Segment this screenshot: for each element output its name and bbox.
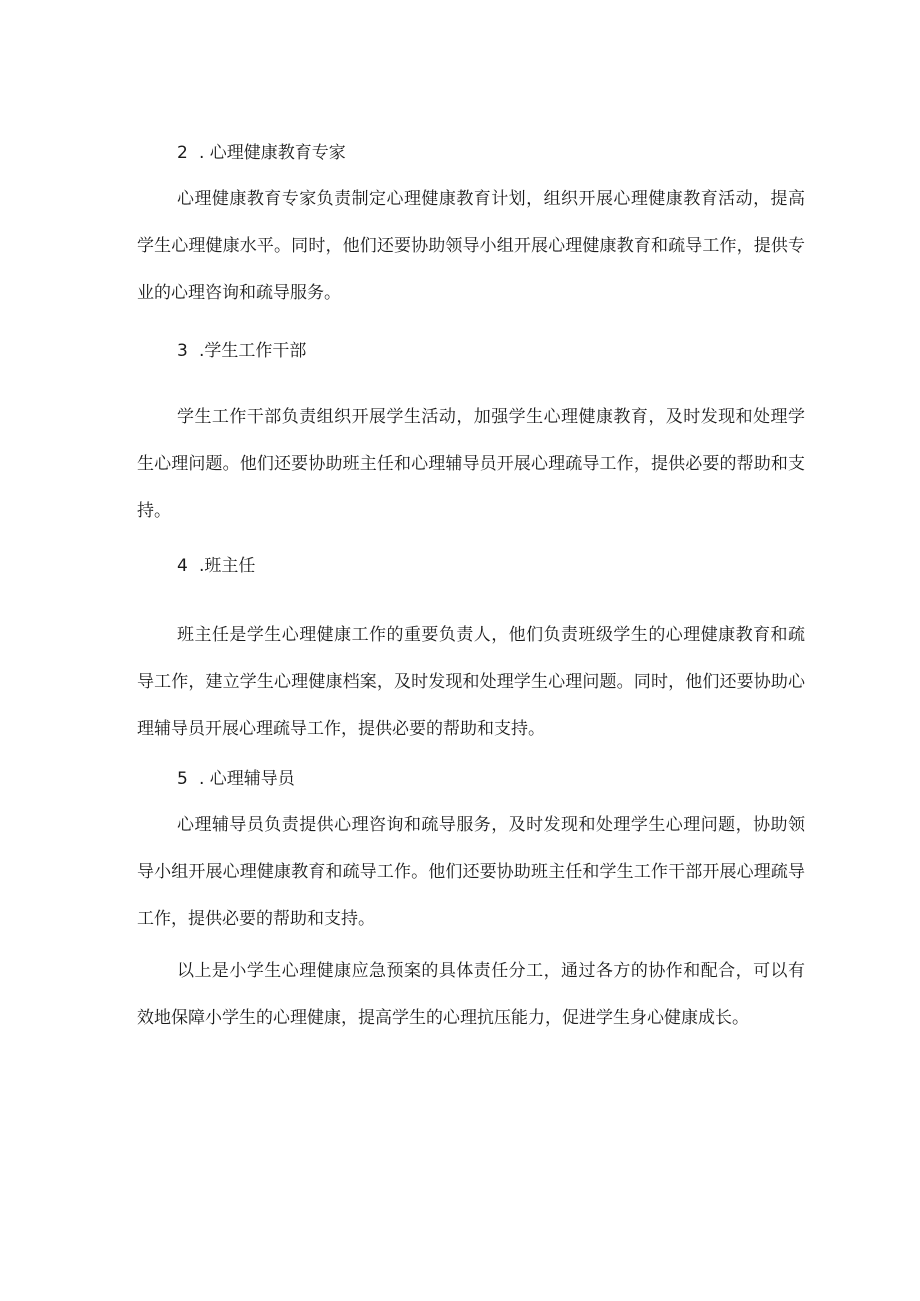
section-number: 2 [177, 143, 188, 163]
section-2-paragraph: 心理健康教育专家负责制定心理健康教育计划，组织开展心理健康教育活动，提高学生心理健康水平。同时，他们还要协助领导小组开展心理健康教育和疏导工作，提供专业的心理咨询和疏导服务。 [137, 189, 805, 303]
section-3-paragraph: 学生工作干部负责组织开展学生活动，加强学生心理健康教育，及时发现和处理学生心理问题。他们还要协助班主任和心理辅导员开展心理疏导工作，提供必要的帮助和支持。 [137, 407, 805, 521]
section-title: . 心理辅导员 [199, 769, 295, 789]
section-2-heading [177, 143, 346, 163]
section-number: 4 [177, 556, 188, 576]
section-3-heading [177, 341, 306, 361]
section-title: . 心理健康教育专家 [199, 143, 346, 163]
section-number: 5 [177, 769, 188, 789]
section-number: 3 [177, 341, 188, 361]
section-4-heading [177, 556, 255, 576]
section-5-paragraph: 心理辅导员负责提供心理咨询和疏导服务，及时发现和处理学生心理问题，协助领导小组开展心理健康教育和疏导工作。他们还要协助班主任和学生工作干部开展心理疏导工作，提供必要的帮助和支持。 [137, 815, 805, 929]
section-4-paragraph: 班主任是学生心理健康工作的重要负责人，他们负责班级学生的心理健康教育和疏导工作，建立学生心理健康档案，及时发现和处理学生心理问题。同时，他们还要协助心理辅导员开展心理疏导工作，提供必要的帮助和支持。 [137, 625, 805, 739]
section-5-heading [177, 769, 295, 789]
section-title: .学生工作干部 [199, 341, 307, 361]
conclusion-paragraph: 以上是小学生心理健康应急预案的具体责任分工，通过各方的协作和配合，可以有效地保障小学生的心理健康，提高学生的心理抗压能力，促进学生身心健康成长。 [137, 961, 805, 1028]
section-title: .班主任 [199, 556, 256, 576]
